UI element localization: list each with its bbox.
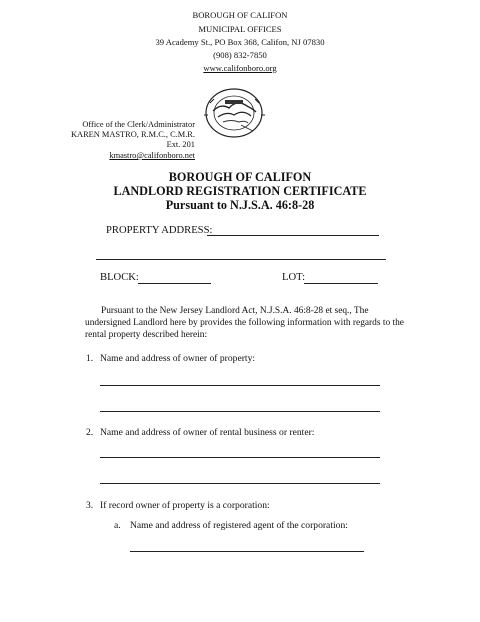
clerk-extension: Ext. 201 <box>166 140 195 149</box>
office-name: MUNICIPAL OFFICES <box>198 24 282 34</box>
question-1-number: 1. <box>86 353 94 364</box>
block-label: BLOCK: <box>100 272 139 283</box>
question-2-text: Name and address of owner of rental business or renter: <box>100 427 315 438</box>
renter-address-field-line1[interactable] <box>100 457 380 458</box>
clerk-office: Office of the Clerk/Administrator <box>82 120 195 129</box>
intro-line-1: Pursuant to the New Jersey Landlord Act, N.J.S.A. 46:8-28 et seq., The <box>101 306 369 316</box>
property-address-field-line2[interactable] <box>96 259 386 260</box>
renter-address-field-line2[interactable] <box>100 483 380 484</box>
title-statute: Pursuant to N.J.S.A. 46:8-28 <box>165 198 315 212</box>
org-name: BOROUGH OF CALIFON <box>192 10 288 20</box>
property-address-field[interactable] <box>207 235 379 236</box>
owner-address-field-line2[interactable] <box>100 411 380 412</box>
owner-address-field-line1[interactable] <box>100 385 380 386</box>
title-borough: BOROUGH OF CALIFON <box>168 170 312 184</box>
title-certificate: LANDLORD REGISTRATION CERTIFICATE <box>113 184 367 198</box>
office-address: 39 Academy St., PO Box 368, Califon, NJ 07830 <box>155 37 325 47</box>
website-link[interactable]: www.califonboro.org <box>203 63 277 73</box>
borough-seal-icon <box>201 85 267 141</box>
question-3a-text: Name and address of registered agent of the corporation: <box>130 520 348 531</box>
clerk-name: KAREN MASTRO, R.M.C., C.M.R. <box>70 130 195 139</box>
office-phone: (908) 832-7850 <box>213 50 267 60</box>
clerk-email-link[interactable]: kmastro@califonboro.net <box>109 151 195 160</box>
property-address-label: PROPERTY ADDRESS: <box>106 225 213 236</box>
question-3-text: If record owner of property is a corporation: <box>100 500 270 511</box>
intro-line-3: rental property described herein: <box>85 330 208 340</box>
question-2-number: 2. <box>86 427 94 438</box>
lot-field[interactable] <box>304 283 378 284</box>
block-field[interactable] <box>138 283 211 284</box>
question-1-text: Name and address of owner of property: <box>100 353 256 364</box>
lot-label: LOT: <box>282 272 306 283</box>
question-3-number: 3. <box>86 500 94 511</box>
question-3a-letter: a. <box>114 520 121 531</box>
registered-agent-field[interactable] <box>130 551 364 552</box>
intro-line-2: undersigned Landlord here by provides the following information with regards to the <box>85 318 404 328</box>
